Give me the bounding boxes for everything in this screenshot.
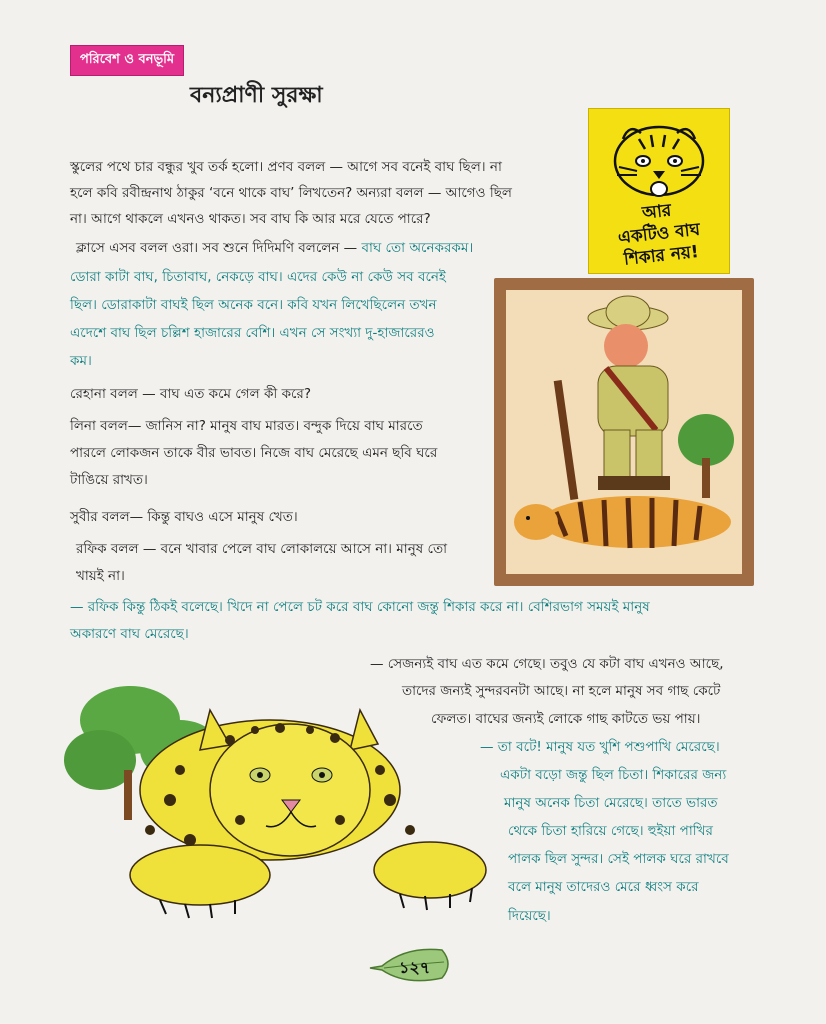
paragraph-line: রফিক বলল — বনে খাবার পেলে বাঘ লোকালয়ে আসে না। মানুষ তো [76,541,448,557]
paragraph-line: স্কুলের পথে চার বন্ধুর খুব তর্ক হলো। প্রণব বলল — আগে সব বনেই বাঘ ছিল। না [70,159,502,175]
hunter-with-tiger-illustration [506,290,742,574]
paragraph-line-part: ক্লাসে এসব বলল ওরা। সব শুনে দিদিমণি বললেন — [76,240,358,256]
paragraph-line: দিয়েছে। [508,908,551,924]
paragraph-line [76,235,473,261]
paragraph-line: সুবীর বলল— কিন্তু বাঘও এসে মানুষ খেত। [70,509,298,525]
paragraph-line: একটা বড়ো জন্তু ছিল চিতা। শিকারের জন্য [500,767,727,783]
paragraph-line: ছিল। ডোরাকাটা বাঘই ছিল অনেক বনে। কবি যখন লিখেছিলেন তখন [70,297,437,313]
page-title: বন্যপ্রাণী সুরক্ষা [190,83,323,108]
poster-line: একটিও বাঘ [617,219,701,249]
paragraph-line: বলে মানুষ তাদেরও মেরে ধ্বংস করে [508,879,699,895]
paragraph-line: টাঙিয়ে রাখত। [70,472,148,488]
paragraph-line: তাদের জন্যই সুন্দরবনটা আছে। না হলে মানুষ সব গাছ কেটে [402,683,721,699]
paragraph-line: কম। [70,353,92,369]
paragraph-line: — সেজন্যই বাঘ এত কমে গেছে। তবুও যে কটা বাঘ এখনও আছে, [370,656,724,672]
paragraph-line: পারলে লোকজন তাকে বীর ভাবত। নিজে বাঘ মেরেছে এমন ছবি ঘরে [70,445,438,461]
paragraph-line: — তা বটে! মানুষ যত খুশি পশুপাখি মেরেছে। [480,739,720,755]
paragraph-line: ডোরা কাটা বাঘ, চিতাবাঘ, নেকড়ে বাঘ। এদের কেউ না কেউ সব বনেই [70,269,446,285]
poster-slogan [594,195,724,274]
poster-line: শিকার নয়! [622,242,700,270]
section-tag: পরিবেশ ও বনভূমি [70,45,184,76]
paragraph-line: এদেশে বাঘ ছিল চল্লিশ হাজারের বেশি। এখন সে সংখ্যা দু-হাজারেরও [70,325,435,341]
paragraph-line: — রফিক কিন্তু ঠিকই বলেছে। খিদে না পেলে চট করে বাঘ কোনো জন্তু শিকার করে না। বেশিরভাগ সময়ই মানুষ [70,599,650,615]
paragraph-line: হলে কবি রবীন্দ্রনাথ ঠাকুর ‘বনে থাকে বাঘ’ লিখতেন? অন্যরা বলল — আগেও ছিল [70,185,512,201]
paragraph-line-part: বাঘ তো অনেকরকম। [361,240,474,256]
paragraph-line: ফেলত। বাঘের জন্যই লোকে গাছ কাটতে ভয় পায়। [431,711,701,727]
page-number: ১২৭ [399,958,431,977]
hunter-picture-frame [494,278,754,586]
hunter-illustration [506,290,742,574]
paragraph-line: না। আগে থাকলে এখনও থাকত। সব বাঘ কি আর মরে যেতে পারে? [70,211,431,227]
paragraph-line: পালক ছিল সুন্দর। সেই পালক ঘরে রাখবে [508,851,729,867]
paragraph-line: লিনা বলল— জানিস না? মানুষ বাঘ মারত। বন্দুক দিয়ে বাঘ মারতে [70,418,423,434]
paragraph-line: থেকে চিতা হারিয়ে গেছে। হুইয়া পাখির [508,823,713,839]
paragraph-line: মানুষ অনেক চিতা মেরেছে। তাতে ভারত [504,795,718,811]
paragraph-line: রেহানা বলল — বাঘ এত কমে গেল কী করে? [70,386,312,402]
paragraph-line: খায়ই না। [76,568,125,584]
paragraph-line: অকারণে বাঘ মেরেছে। [70,626,189,642]
poster-line: আর [641,200,673,224]
tiger-face-icon [589,109,729,209]
tiger-poster [588,108,730,274]
leopard-illustration [60,670,500,930]
